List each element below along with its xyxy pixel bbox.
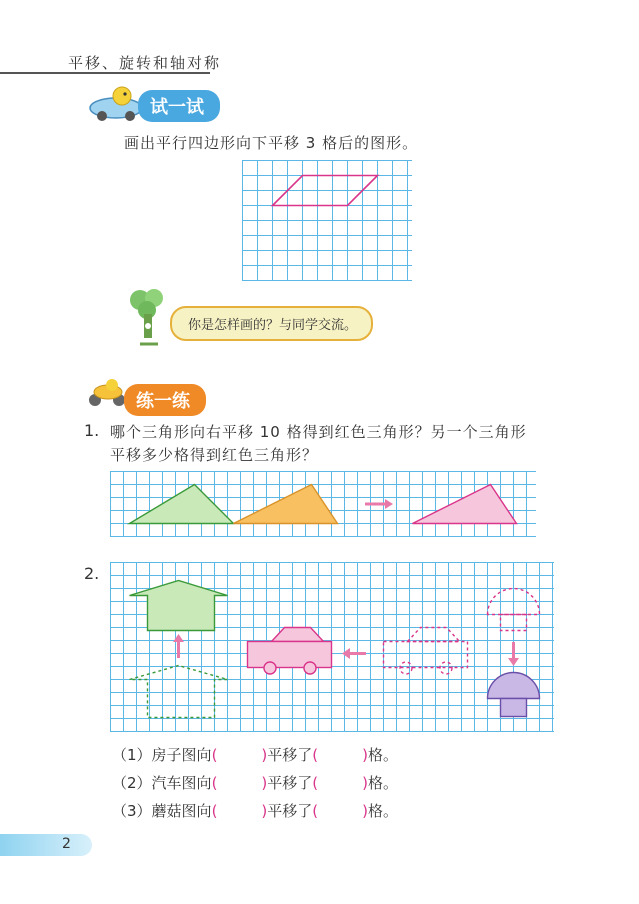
page-number-tab — [0, 834, 92, 856]
right-arrow-icon — [365, 499, 393, 509]
answer-blank-open: ( — [312, 802, 319, 820]
mushroom-solid — [488, 673, 540, 717]
try-section-label: 试一试 — [138, 90, 220, 122]
answer-blank-close: ) — [261, 802, 268, 820]
fill-row-mid: 平移了 — [267, 802, 313, 820]
answer-blank-close: ) — [261, 774, 268, 792]
parallelogram-grid — [242, 160, 412, 286]
fill-row-mid: 平移了 — [267, 774, 313, 792]
left-arrow-icon — [342, 648, 366, 659]
grid-lines — [242, 160, 412, 281]
q1-text-line2: 平移多少格得到红色三角形？ — [110, 446, 319, 464]
fill-row-number: （3） — [112, 802, 152, 820]
plant-mascot-icon — [120, 286, 174, 350]
shapes-grid — [110, 562, 554, 732]
practice-section-label: 练一练 — [124, 384, 206, 416]
fill-row-subject: 房子图向 — [151, 746, 212, 764]
header-rule — [0, 72, 210, 74]
orange-triangle — [234, 485, 338, 524]
fill-row-unit: 格。 — [368, 746, 399, 764]
fill-row-3 — [112, 800, 398, 821]
up-arrow-icon — [173, 634, 184, 658]
q1-text-line1: 哪个三角形向右平移 10 格得到红色三角形？另一个三角形 — [110, 423, 527, 441]
answer-blank-open: ( — [211, 802, 218, 820]
answer-blank-close: ) — [362, 802, 369, 820]
triangle-grid — [110, 471, 536, 543]
answer-blank-open: ( — [211, 774, 218, 792]
try-instruction: 画出平行四边形向下平移 3 格后的图形。 — [124, 134, 419, 152]
answer-blank-open: ( — [312, 746, 319, 764]
fill-row-number: （1） — [112, 746, 152, 764]
car-mascot-icon — [86, 84, 146, 122]
house-dashed — [130, 666, 228, 718]
speech-bubble: 你是怎样画的？与同学交流。 — [170, 306, 373, 341]
fill-row-mid: 平移了 — [267, 746, 313, 764]
fill-row-subject: 汽车图向 — [151, 774, 212, 792]
q2-number: 2. — [84, 564, 100, 583]
answer-blank-open: ( — [211, 746, 218, 764]
fill-row-subject: 蘑菇图向 — [151, 802, 212, 820]
fill-row-unit: 格。 — [368, 802, 399, 820]
page-number: 2 — [62, 836, 71, 852]
answer-blank-open: ( — [312, 774, 319, 792]
answer-blank-close: ) — [362, 774, 369, 792]
answer-blank-close: ) — [362, 746, 369, 764]
green-triangle — [130, 485, 234, 524]
fill-row-1 — [112, 744, 398, 765]
fill-row-2 — [112, 772, 398, 793]
fill-row-unit: 格。 — [368, 774, 399, 792]
answer-blank-close: ) — [261, 746, 268, 764]
fill-row-number: （2） — [112, 774, 152, 792]
page-header-title: 平移、旋转和轴对称 — [68, 54, 222, 72]
q1-number: 1. — [84, 421, 100, 440]
